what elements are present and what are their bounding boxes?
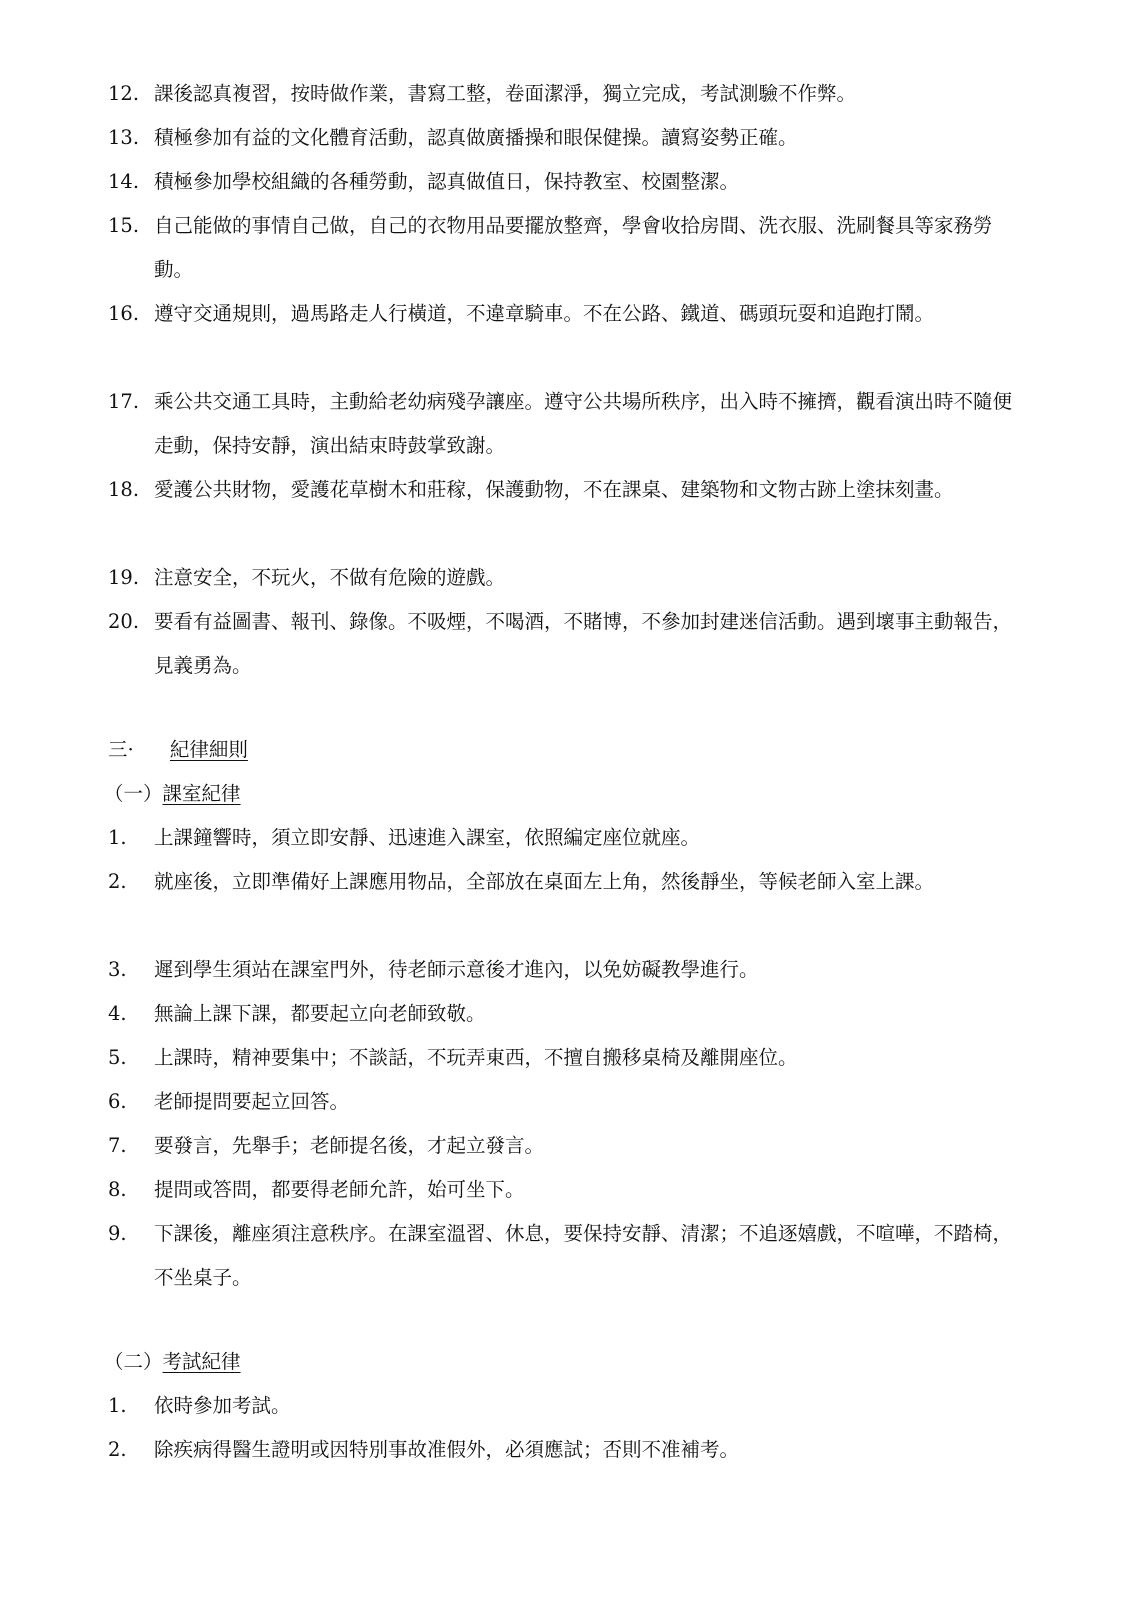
list-item-number: 2.: [108, 1438, 127, 1461]
list-item-text: 依時參加考試。: [154, 1394, 291, 1417]
list-item-number: 2.: [108, 870, 127, 893]
list-item-text: 提問或答問，都要得老師允許，始可坐下。: [154, 1178, 525, 1201]
list-item-number: 9.: [108, 1222, 127, 1245]
list-item-number: 19.: [108, 566, 140, 589]
list-item-text: 除疾病得醫生證明或因特別事故准假外，必須應試；否則不准補考。: [154, 1438, 740, 1461]
list-item-number: 7.: [108, 1134, 127, 1157]
section-heading: [108, 728, 248, 772]
list-item-number: 5.: [108, 1046, 127, 1069]
section-title: 紀律細則: [169, 738, 248, 761]
list-item-text: 要看有益圖書、報刊、錄像。不吸煙，不喝酒，不賭博，不參加封建迷信活動。遇到壞事主動報告，見義勇為。: [154, 610, 1013, 677]
list-item-number: 12.: [108, 82, 140, 105]
list-item: [108, 992, 1020, 1036]
list-item-text: 自己能做的事情自己做，自己的衣物用品要擺放整齊，學會收拾房間、洗衣服、洗刷餐具等家務勞動。: [154, 214, 993, 281]
list-item-text: 愛護公共財物，愛護花草樹木和莊稼，保護動物，不在課桌、建築物和文物古跡上塗抹刻畫。: [154, 478, 954, 501]
list-item-text: 注意安全，不玩火，不做有危險的遊戲。: [154, 566, 506, 589]
list-item: [108, 204, 1020, 292]
list-item-number: 18.: [108, 478, 140, 501]
subsection-heading: [104, 1340, 241, 1384]
list-item-text: 下課後，離座須注意秩序。在課室溫習、休息，要保持安靜、清潔；不追逐嬉戲，不喧嘩，不踏椅，不坐桌子。: [154, 1222, 1013, 1289]
list-item-text: 積極參加學校組織的各種勞動，認真做值日，保持教室、校園整潔。: [154, 170, 740, 193]
list-item: [108, 860, 1020, 904]
list-item: [108, 600, 1020, 688]
list-item-number: 1.: [108, 826, 127, 849]
list-item-number: 4.: [108, 1002, 127, 1025]
list-item-text: 要發言，先舉手；老師提名後，才起立發言。: [154, 1134, 545, 1157]
list-item-number: 6.: [108, 1090, 127, 1113]
list-item: [108, 116, 1020, 160]
subsection-title: 考試紀律: [162, 1350, 241, 1373]
list-item: [108, 160, 1020, 204]
list-item-text: 無論上課下課，都要起立向老師致敬。: [154, 1002, 486, 1025]
section-number: 三·: [108, 738, 134, 761]
list-item: [108, 1080, 1020, 1124]
list-item-text: 課後認真複習，按時做作業，書寫工整，卷面潔淨，獨立完成，考試測驗不作弊。: [154, 82, 857, 105]
subsection-title: 課室紀律: [162, 782, 241, 805]
list-item-number: 3.: [108, 958, 127, 981]
list-item: [108, 468, 1020, 512]
list-item: [108, 816, 1020, 860]
list-item: [108, 948, 1020, 992]
list-item: [108, 72, 1020, 116]
list-item-number: 8.: [108, 1178, 127, 1201]
subsection-prefix: （二）: [104, 1350, 163, 1373]
subsection-prefix: （一）: [104, 782, 163, 805]
list-item-text: 遵守交通規則，過馬路走人行橫道，不違章騎車。不在公路、鐵道、碼頭玩耍和追跑打鬧。: [154, 302, 935, 325]
list-item: [108, 1168, 1020, 1212]
list-item-text: 乘公共交通工具時，主動給老幼病殘孕讓座。遵守公共場所秩序，出入時不擁擠，觀看演出時不隨便走動，保持安靜，演出結束時鼓掌致謝。: [154, 390, 1013, 457]
list-item: [108, 1036, 1020, 1080]
list-item: [108, 1124, 1020, 1168]
list-item-text: 上課時，精神要集中；不談話，不玩弄東西，不擅自搬移桌椅及離開座位。: [154, 1046, 798, 1069]
list-item-text: 積極參加有益的文化體育活動，認真做廣播操和眼保健操。讀寫姿勢正確。: [154, 126, 798, 149]
list-item-text: 遲到學生須站在課室門外，待老師示意後才進內，以免妨礙教學進行。: [154, 958, 759, 981]
list-item-number: 15.: [108, 214, 140, 237]
list-item-text: 上課鐘響時，須立即安靜、迅速進入課室，依照編定座位就座。: [154, 826, 701, 849]
list-item-number: 17.: [108, 390, 140, 413]
list-item-text: 就座後，立即準備好上課應用物品，全部放在桌面左上角，然後靜坐，等候老師入室上課。: [154, 870, 935, 893]
list-item: [108, 1428, 1020, 1472]
list-item-number: 16.: [108, 302, 140, 325]
list-item-number: 1.: [108, 1394, 127, 1417]
list-item: [108, 1212, 1020, 1300]
list-item-number: 20.: [108, 610, 140, 633]
list-item: [108, 380, 1020, 468]
subsection-heading: [104, 772, 241, 816]
list-item: [108, 292, 1020, 336]
list-item: [108, 556, 1020, 600]
list-item-number: 14.: [108, 170, 140, 193]
list-item-number: 13.: [108, 126, 140, 149]
list-item-text: 老師提問要起立回答。: [154, 1090, 350, 1113]
list-item: [108, 1384, 1020, 1428]
